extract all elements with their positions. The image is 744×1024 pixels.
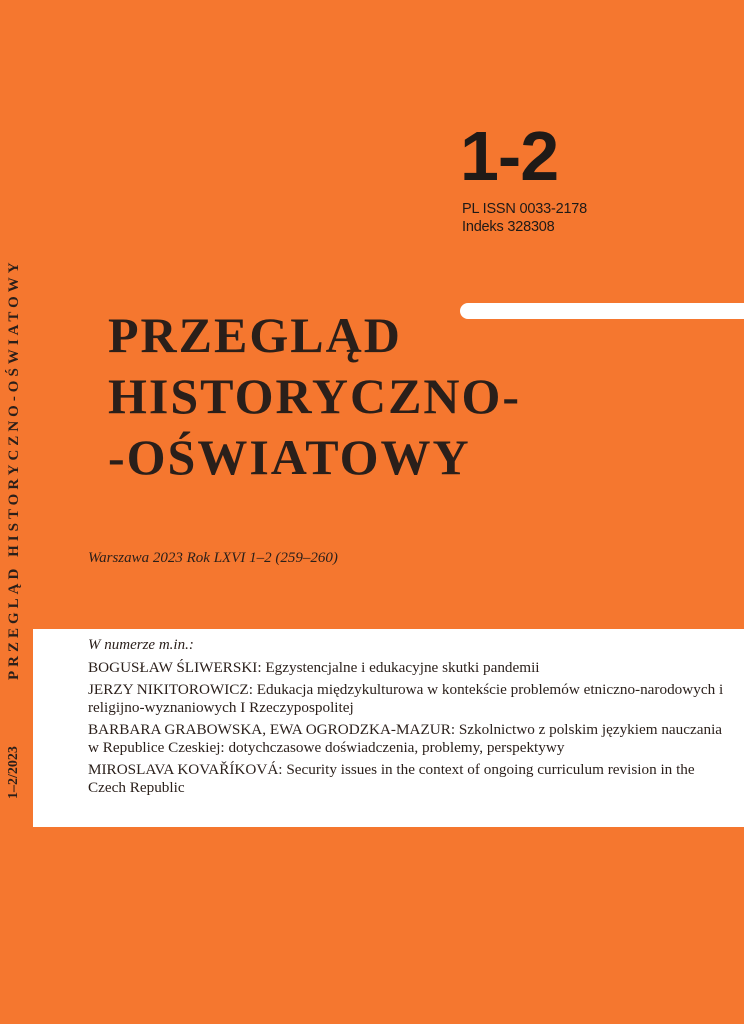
- spine: [2, 258, 26, 818]
- journal-title: [108, 305, 521, 488]
- contents-panel: [33, 629, 744, 827]
- article-author: JERZY NIKITOROWICZ:: [88, 680, 253, 698]
- article-title: Security issues in the context of ongoing curriculum revision in the Czech Republic: [88, 760, 695, 796]
- title-line-2: HISTORYCZNO-: [108, 368, 522, 424]
- article-author: BOGUSŁAW ŚLIWERSKI:: [88, 659, 262, 676]
- article-item: [88, 659, 728, 678]
- title-line-1: PRZEGLĄD: [108, 307, 402, 363]
- article-title: Edukacja międzykulturowa w kontekście problemów etniczno-narodowych i religijno-wyznaniowych I Rzeczypospolitej: [88, 680, 724, 716]
- title-line-3: -OŚWIATOWY: [108, 429, 471, 485]
- article-item: [88, 721, 728, 758]
- article-title: Egzystencjalne i edukacyjne skutki pandemii: [265, 659, 540, 676]
- article-item: [88, 761, 728, 798]
- article-author: BARBARA GRABOWSKA, EWA OGRODZKA-MAZUR:: [88, 720, 456, 738]
- issn-block: [462, 200, 587, 236]
- spine-title: PRZEGLĄD HISTORYCZNO-OŚWIATOWY: [6, 258, 22, 680]
- imprint: Warszawa 2023 Rok LXVI 1–2 (259–260): [88, 550, 338, 566]
- issue-number: 1-2: [460, 117, 559, 195]
- article-item: [88, 681, 728, 718]
- index-number: Indeks 328308: [462, 219, 555, 235]
- article-author: MIROSLAVA KOVAŘÍKOVÁ:: [88, 760, 283, 778]
- contents-label: W numerze m.in.:: [88, 637, 194, 653]
- spine-issue: 1–2/2023: [6, 746, 21, 799]
- article-title: Szkolnictwo z polskim językiem nauczania w Republice Czeskiej: dotychczasowe doświadczenia, problemy, perspektywy: [88, 720, 723, 756]
- issn: PL ISSN 0033-2178: [462, 201, 588, 217]
